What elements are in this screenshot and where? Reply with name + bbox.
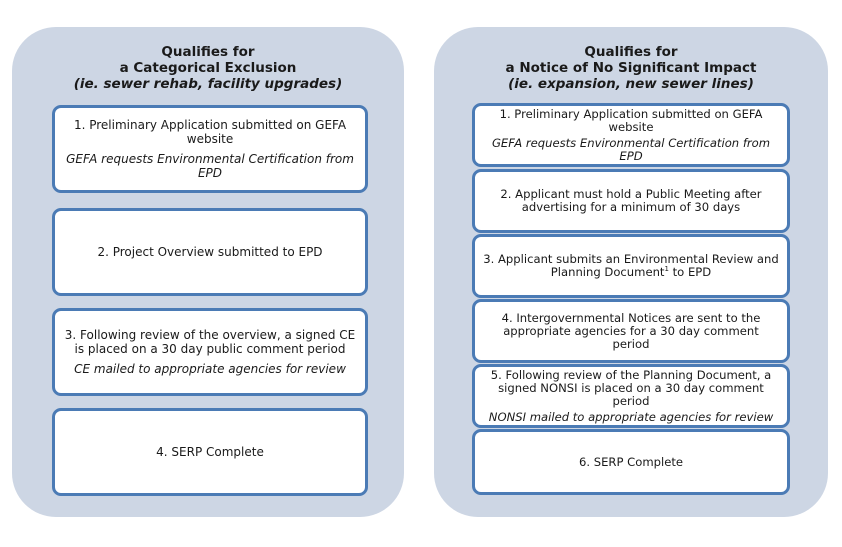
nonsi-step-5-text: 5. Following review of the Planning Document, a signed NONSI is placed on a 30 day comment period (490, 367, 772, 408)
ce-step-2-text: 2. Project Overview submitted to EPD (97, 245, 323, 259)
nonsi-step-5-box (472, 364, 790, 428)
nonsi-step-6-text: 6. SERP Complete (578, 454, 684, 469)
ce-step-1-box (52, 105, 368, 193)
nonsi-step-3-text: 3. Applicant submits an Environmental Review and Planning Document$^1$ to EPD (483, 252, 779, 279)
ce-step-2-box (52, 208, 368, 296)
ce-step-3-note: CE mailed to appropriate agencies for review (74, 362, 346, 376)
nonsi-step-4-text: 4. Intergovernmental Notices are sent to the appropriate agencies for a 30 day comment period (501, 310, 761, 351)
ce-step-4-box (52, 408, 368, 496)
nonsi-step-5-note: NONSI mailed to appropriate agencies for review (488, 409, 774, 424)
ce-step-1-note: GEFA requests Environmental Certification from EPD (66, 152, 354, 180)
nonsi-step-1-note: GEFA requests Environmental Certification from EPD (491, 135, 771, 163)
ce-step-3-box (52, 308, 368, 396)
nonsi-step-2-text: 2. Applicant must hold a Public Meeting after advertising for a minimum of 30 days (500, 187, 762, 214)
nonsi-title: Qualifies for a Notice of No Significant Impact (ie. expansion, new sewer lines) (505, 44, 757, 92)
nonsi-step-2-box (472, 169, 790, 233)
nonsi-step-4-box (472, 299, 790, 363)
categorical-exclusion-title: Qualifies for a Categorical Exclusion (ie. sewer rehab, facility upgrades) (73, 44, 343, 92)
footnote-marker: 1 (664, 265, 669, 274)
ce-step-1-text: 1. Preliminary Application submitted on GEFA website (73, 118, 347, 146)
categorical-exclusion-panel (12, 27, 404, 517)
nonsi-step-1-text: 1. Preliminary Application submitted on GEFA website (499, 106, 763, 134)
nonsi-step-6-box (472, 429, 790, 495)
nonsi-step-3-box (472, 234, 790, 298)
ce-step-4-text: 4. SERP Complete (156, 445, 264, 459)
nonsi-panel (434, 27, 828, 517)
nonsi-step-1-box (472, 103, 790, 167)
ce-step-3-text: 3. Following review of the overview, a signed CE is placed on a 30 day public comment period (64, 328, 356, 356)
